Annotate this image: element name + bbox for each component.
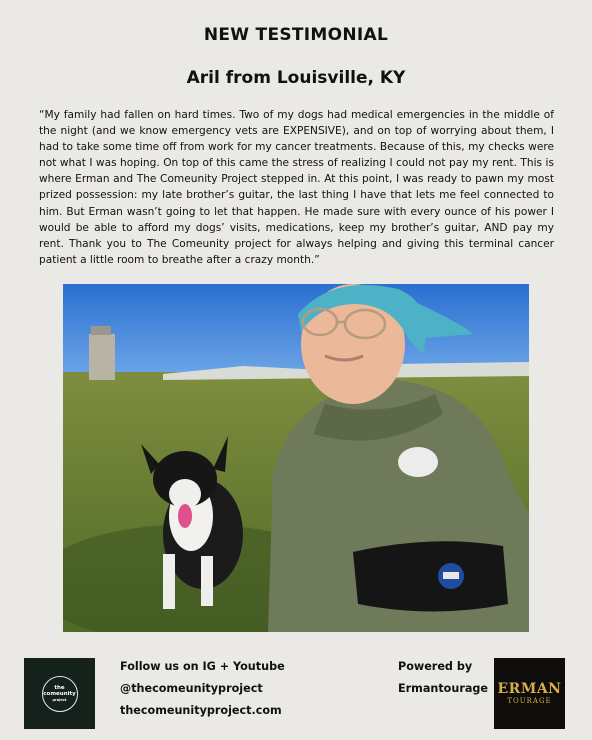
powered-label: Powered by	[398, 660, 473, 673]
website-link[interactable]: thecomeunityproject.com	[120, 704, 282, 717]
comeunity-logo	[24, 658, 95, 729]
ermantourage-logo	[494, 658, 565, 729]
testimonial-quote: “My family had fallen on hard times. Two of my dogs had medical emergencies in the middle of the night (and we know emergency vets are EXPENSIVE), and on top of worrying about them, I had to take some time off from work for my cancer treatments. Because of this, my checks were not what I was hoping. On top of this came the stress of realizing I could not pay my rent. This is where Erman and The Comeunity Project stepped in. At this point, I was ready to pawn my most prized possession: my late brother’s guitar, the last thing I have that lets me feel connected to him. But Erman wasn’t going to let that happen. He made sure with every ounce of his power I would be able to afford my dogs’ visits, medications, keep my brother’s guitar, AND pay my rent. Thank you to The Comeunity project for always helping and giving this terminal cancer patient a little room to breathe after a crazy month.”	[39, 109, 554, 266]
ermantourage-logo-sub: TOURAGE	[507, 696, 552, 705]
ermantourage-logo-main: ERMAN	[497, 680, 562, 697]
testimonial-photo	[63, 284, 529, 632]
follow-label: Follow us on IG + Youtube	[120, 660, 285, 673]
testimonial-heading: NEW TESTIMONIAL	[203, 25, 389, 45]
powered-name: Ermantourage	[398, 682, 488, 695]
instagram-handle-link[interactable]: @thecomeunityproject	[120, 682, 263, 695]
comeunity-logo-mark: the comeunity project	[42, 676, 78, 712]
powered-by	[398, 656, 488, 700]
social-links	[120, 656, 285, 722]
testimonial-author: Aril from Louisville, KY	[186, 68, 406, 88]
